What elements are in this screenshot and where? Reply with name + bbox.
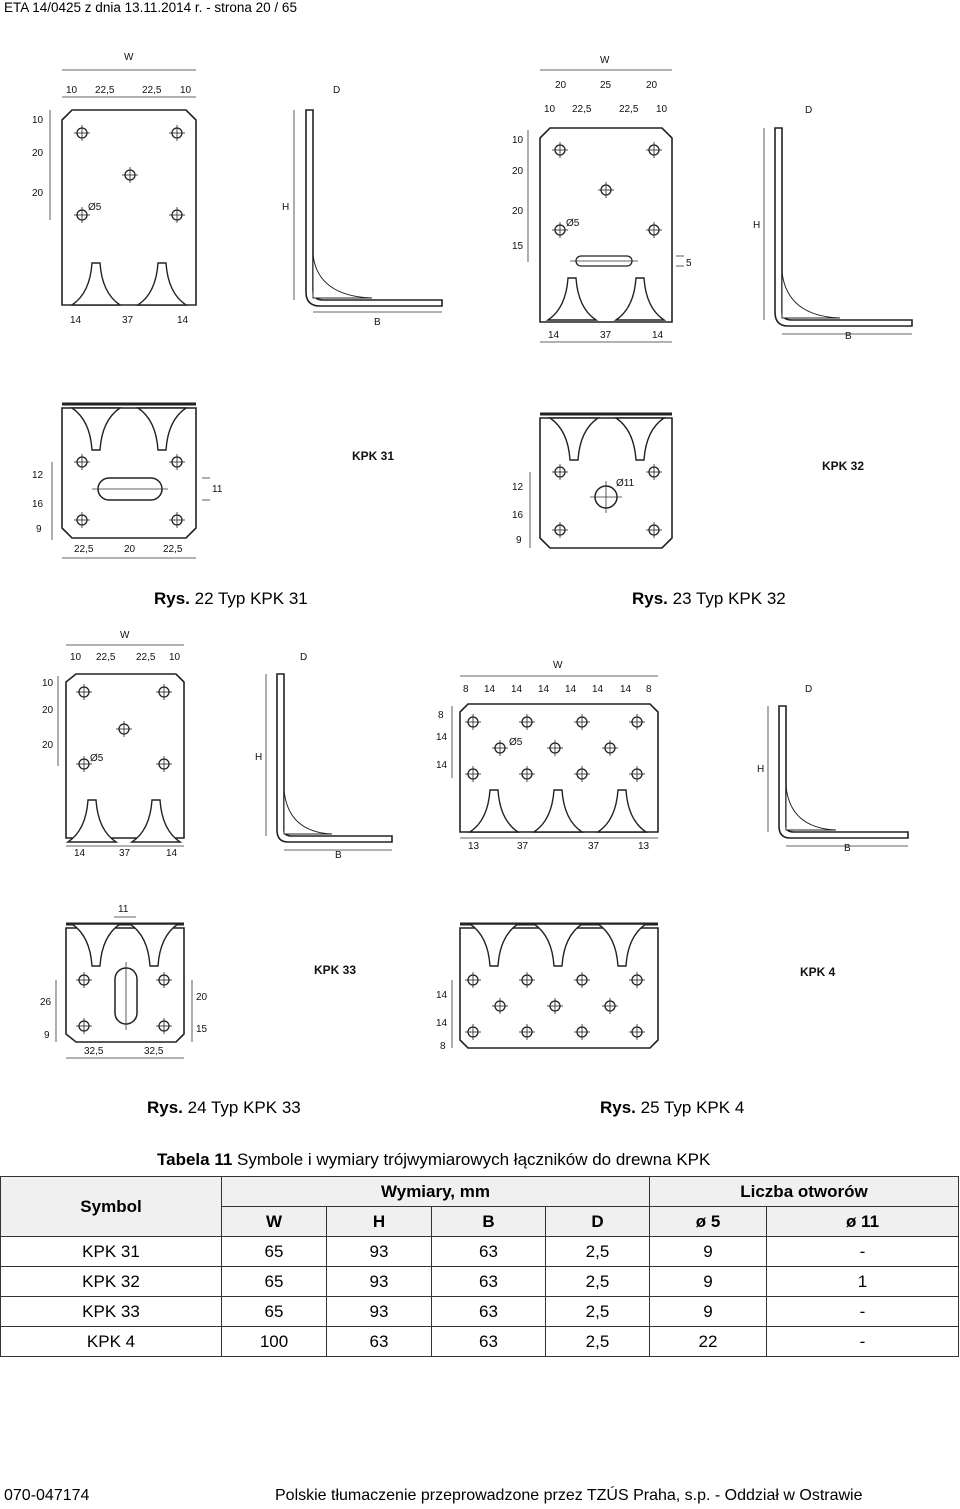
dim-label: 13 xyxy=(468,841,480,852)
col-o5: ø 5 xyxy=(650,1207,767,1237)
kpk32-side-view xyxy=(753,105,912,342)
dim-label: 8 xyxy=(463,684,469,695)
dim-label: 9 xyxy=(516,535,522,546)
table-cell: - xyxy=(767,1327,959,1357)
dim-label: 9 xyxy=(44,1030,50,1041)
dim-label: D xyxy=(805,684,813,695)
table-cell: - xyxy=(767,1237,959,1267)
kpk4-base-view xyxy=(436,924,658,1052)
dim-label: 8 xyxy=(438,710,444,721)
dim-label: 16 xyxy=(512,510,524,521)
kpk32-label: KPK 32 xyxy=(822,459,865,473)
table-cell: KPK 31 xyxy=(1,1237,222,1267)
kpk31-side-view xyxy=(282,85,442,328)
dim-label: W xyxy=(553,660,563,671)
col-h: H xyxy=(327,1207,432,1237)
col-d: D xyxy=(546,1207,650,1237)
dim-label: 32,5 xyxy=(144,1046,164,1057)
dim-label: 14 xyxy=(484,684,496,695)
kpk32-base-view xyxy=(512,414,672,548)
dim-label: Ø11 xyxy=(616,478,635,489)
kpk33-front-view xyxy=(42,630,184,859)
dim-label: 10 xyxy=(169,652,181,663)
col-symbol: Symbol xyxy=(1,1177,222,1237)
dim-label: 11 xyxy=(212,484,223,495)
dim-label: H xyxy=(753,220,761,231)
dim-label: 22,5 xyxy=(136,652,156,663)
table-cell: 9 xyxy=(650,1237,767,1267)
dim-label: 14 xyxy=(70,315,82,326)
dimensions-table xyxy=(0,1176,959,1357)
dim-label: 22,5 xyxy=(619,104,639,115)
dim-label: 10 xyxy=(32,115,44,126)
dim-label: 11 xyxy=(118,904,129,915)
table-cell: 63 xyxy=(327,1327,432,1357)
dim-label: 20 xyxy=(32,148,44,159)
dim-label: 12 xyxy=(512,482,524,493)
dim-label: 14 xyxy=(177,315,189,326)
table-cell: 63 xyxy=(432,1237,546,1267)
dim-label: B xyxy=(845,331,852,342)
dim-label: 37 xyxy=(119,848,131,859)
col-w: W xyxy=(222,1207,327,1237)
dim-label: 10 xyxy=(42,678,54,689)
dim-label: 25 xyxy=(600,80,612,91)
dim-label: 14 xyxy=(538,684,550,695)
footer-number: 070-047174 xyxy=(4,1487,90,1504)
dim-label: 5 xyxy=(686,258,692,269)
dim-label: Ø5 xyxy=(509,737,523,748)
table-row xyxy=(1,1237,959,1267)
dim-label: 37 xyxy=(517,841,529,852)
table-cell: 65 xyxy=(222,1267,327,1297)
table-cell: KPK 32 xyxy=(1,1267,222,1297)
dim-label: B xyxy=(844,843,851,854)
page-header: ETA 14/0425 z dnia 13.11.2014 r. - strona 20 / 65 xyxy=(4,0,297,15)
dim-label: 12 xyxy=(32,470,44,481)
dim-label: Ø5 xyxy=(566,218,580,229)
table-caption: Tabela 11 Symbole i wymiary trójwymiarowych łączników do drewna KPK xyxy=(157,1150,711,1169)
dim-label: 16 xyxy=(32,499,44,510)
table-cell: 9 xyxy=(650,1297,767,1327)
col-group-dims: Wymiary, mm xyxy=(222,1177,650,1207)
table-cell: 2,5 xyxy=(546,1267,650,1297)
table-cell: 100 xyxy=(222,1327,327,1357)
dim-label: 20 xyxy=(124,544,136,555)
dim-label: 22,5 xyxy=(95,85,115,96)
table-cell: 65 xyxy=(222,1237,327,1267)
kpk4-label: KPK 4 xyxy=(800,965,836,979)
table-cell: 93 xyxy=(327,1297,432,1327)
dim-label: 37 xyxy=(122,315,134,326)
table-cell: 1 xyxy=(767,1267,959,1297)
kpk33-side-view xyxy=(255,652,392,861)
dim-label: B xyxy=(335,850,342,861)
dim-label: 10 xyxy=(66,85,78,96)
dim-label: H xyxy=(255,752,263,763)
dim-label: B xyxy=(374,317,381,328)
table-cell: 63 xyxy=(432,1327,546,1357)
dim-label: 14 xyxy=(548,330,560,341)
dim-label: D xyxy=(805,105,813,116)
dim-label: 14 xyxy=(620,684,632,695)
table-row xyxy=(1,1297,959,1327)
col-b: B xyxy=(432,1207,546,1237)
dim-label: 15 xyxy=(512,241,524,252)
dim-label: 22,5 xyxy=(572,104,592,115)
dim-label: 14 xyxy=(436,732,448,743)
caption-fig24: Rys. 24 Typ KPK 33 xyxy=(147,1098,301,1117)
dim-label: 10 xyxy=(512,135,524,146)
dim-label: 8 xyxy=(440,1041,446,1052)
dim-label: 22,5 xyxy=(74,544,94,555)
dim-label: W xyxy=(120,630,130,641)
dim-label: 37 xyxy=(600,330,612,341)
dim-label: 37 xyxy=(588,841,600,852)
table-cell: 93 xyxy=(327,1237,432,1267)
dim-label: 20 xyxy=(512,166,524,177)
table-row xyxy=(1,1267,959,1297)
table-cell: KPK 33 xyxy=(1,1297,222,1327)
dim-label: 20 xyxy=(646,80,658,91)
col-o11: ø 11 xyxy=(767,1207,959,1237)
dim-label: 10 xyxy=(544,104,556,115)
dim-label: 26 xyxy=(40,997,52,1008)
dim-label: 9 xyxy=(36,524,42,535)
kpk33-base-view xyxy=(40,904,208,1058)
table-cell: 2,5 xyxy=(546,1237,650,1267)
caption-fig25: Rys. 25 Typ KPK 4 xyxy=(600,1098,745,1117)
table-cell: 65 xyxy=(222,1297,327,1327)
kpk31-front-view xyxy=(32,52,196,326)
dim-label: 20 xyxy=(42,740,54,751)
table-cell: 22 xyxy=(650,1327,767,1357)
table-cell: 63 xyxy=(432,1297,546,1327)
dim-label: 14 xyxy=(652,330,664,341)
table-cell: - xyxy=(767,1297,959,1327)
dim-label: 20 xyxy=(555,80,567,91)
dim-w: W xyxy=(124,52,134,63)
kpk31-base-view xyxy=(32,404,223,558)
kpk4-front-view xyxy=(436,660,658,852)
dim-label: W xyxy=(600,55,610,66)
kpk31-label: KPK 31 xyxy=(352,449,395,463)
dim-label: 14 xyxy=(74,848,86,859)
dim-label: 10 xyxy=(180,85,192,96)
dim-label: 14 xyxy=(436,760,448,771)
caption-fig22: Rys. 22 Typ KPK 31 xyxy=(154,589,308,608)
dim-label: 14 xyxy=(436,1018,448,1029)
dim-label: 14 xyxy=(592,684,604,695)
dim-label: 22,5 xyxy=(142,85,162,96)
dim-label: 14 xyxy=(565,684,577,695)
dim-label: 14 xyxy=(436,990,448,1001)
caption-fig23: Rys. 23 Typ KPK 32 xyxy=(632,589,786,608)
table-cell: 93 xyxy=(327,1267,432,1297)
dim-label: H xyxy=(282,202,290,213)
dim-label: Ø5 xyxy=(90,753,104,764)
dim-label: D xyxy=(333,85,341,96)
table-cell: 63 xyxy=(432,1267,546,1297)
table-cell: 2,5 xyxy=(546,1327,650,1357)
col-group-holes: Liczba otworów xyxy=(650,1177,959,1207)
table-cell: KPK 4 xyxy=(1,1327,222,1357)
dim-label: H xyxy=(757,764,765,775)
kpk4-side-view xyxy=(757,684,908,854)
table-cell: 9 xyxy=(650,1267,767,1297)
dim-label: 22,5 xyxy=(96,652,116,663)
dim-label: 10 xyxy=(656,104,668,115)
dim-label: Ø5 xyxy=(88,202,102,213)
dim-label: 20 xyxy=(32,188,44,199)
dim-label: 20 xyxy=(196,992,208,1003)
dim-label: 32,5 xyxy=(84,1046,104,1057)
dim-label: 8 xyxy=(646,684,652,695)
dim-label: 15 xyxy=(196,1024,208,1035)
dim-label: 22,5 xyxy=(163,544,183,555)
dim-label: 10 xyxy=(70,652,82,663)
kpk32-front-view xyxy=(512,55,692,342)
dim-label: 13 xyxy=(638,841,650,852)
footer-text: Polskie tłumaczenie przeprowadzone przez TZÚS Praha, s.p. - Oddział w Ostrawie xyxy=(275,1487,863,1504)
dim-label: D xyxy=(300,652,308,663)
table-row xyxy=(1,1327,959,1357)
dim-label: 20 xyxy=(512,206,524,217)
dim-label: 20 xyxy=(42,705,54,716)
dim-label: 14 xyxy=(166,848,178,859)
dim-label: 14 xyxy=(511,684,523,695)
kpk33-label: KPK 33 xyxy=(314,963,357,977)
table-cell: 2,5 xyxy=(546,1297,650,1327)
